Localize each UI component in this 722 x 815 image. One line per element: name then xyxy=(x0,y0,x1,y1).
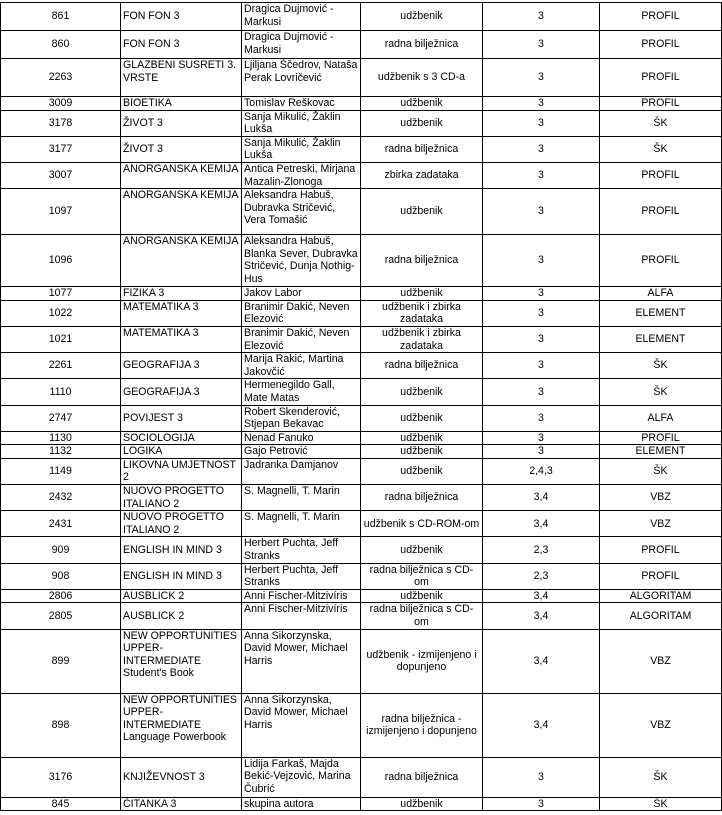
cell-code: 2432 xyxy=(1,485,121,511)
table-row xyxy=(1,458,722,484)
cell-title: ANORGANSKA KEMIJA xyxy=(121,189,242,235)
cell-code: 3177 xyxy=(1,136,121,162)
cell-authors: Tomislav Reškovac xyxy=(242,97,361,111)
table-row xyxy=(1,379,722,405)
table-row xyxy=(1,405,722,431)
cell-type: udžbenik xyxy=(361,445,483,459)
cell-type: udžbenik xyxy=(361,537,483,563)
cell-title: NEW OPPORTUNITIES UPPER-INTERMEDIATE Student's Book xyxy=(121,629,242,693)
cell-authors: Anni Fischer-Mitzivíris xyxy=(242,603,361,629)
cell-type: radna bilježnica xyxy=(361,235,483,287)
table-row xyxy=(1,326,722,352)
cell-grade: 3 xyxy=(483,379,600,405)
cell-type: udžbenik s 3 CD-a xyxy=(361,59,483,97)
cell-grade: 3,4 xyxy=(483,693,600,757)
table-row xyxy=(1,563,722,589)
cell-code: 1132 xyxy=(1,445,121,459)
table-row xyxy=(1,589,722,603)
cell-authors: Sanja Mikulić, Žaklin Lukša xyxy=(242,136,361,162)
table-row xyxy=(1,353,722,379)
cell-title: POVIJEST 3 xyxy=(121,405,242,431)
cell-authors: skupina autora xyxy=(242,797,361,811)
cell-authors: Anna Sikorzynska, David Mower, Michael Harris xyxy=(242,629,361,693)
cell-grade: 3,4 xyxy=(483,603,600,629)
cell-publisher: VBZ xyxy=(600,629,722,693)
cell-grade: 3,4 xyxy=(483,485,600,511)
cell-authors: Aleksandra Habuš, Blanka Sever, Dubravka Stričević, Dunja Nothig-Hus xyxy=(242,235,361,287)
table-row xyxy=(1,110,722,136)
cell-publisher: ŠK xyxy=(600,353,722,379)
cell-grade: 3 xyxy=(483,797,600,811)
cell-publisher: VBZ xyxy=(600,693,722,757)
cell-code: 2747 xyxy=(1,405,121,431)
table-row xyxy=(1,511,722,537)
cell-publisher: ŠK xyxy=(600,797,722,811)
cell-title: GEOGRAFIJA 3 xyxy=(121,353,242,379)
cell-code: 3007 xyxy=(1,162,121,188)
cell-publisher: PROFIL xyxy=(600,189,722,235)
cell-publisher: VBZ xyxy=(600,511,722,537)
cell-grade: 3 xyxy=(483,97,600,111)
cell-type: udžbenik xyxy=(361,405,483,431)
cell-type: udžbenik - izmijenjeno i dopunjeno xyxy=(361,629,483,693)
cell-publisher: ALFA xyxy=(600,405,722,431)
cell-grade: 2,3 xyxy=(483,563,600,589)
cell-grade: 3 xyxy=(483,162,600,188)
cell-publisher: PROFIL xyxy=(600,431,722,445)
cell-grade: 3 xyxy=(483,445,600,459)
table-row xyxy=(1,136,722,162)
table-row xyxy=(1,189,722,235)
cell-publisher: PROFIL xyxy=(600,59,722,97)
cell-grade: 3 xyxy=(483,431,600,445)
cell-publisher: ALGORITAM xyxy=(600,589,722,603)
cell-publisher: PROFIL xyxy=(600,537,722,563)
cell-authors: Jakov Labor xyxy=(242,287,361,301)
cell-code: 2806 xyxy=(1,589,121,603)
cell-authors: Anni Fischer-Mitzivíris xyxy=(242,589,361,603)
cell-publisher: PROFIL xyxy=(600,97,722,111)
cell-code: 1096 xyxy=(1,235,121,287)
cell-title: FON FON 3 xyxy=(121,3,242,31)
table-row xyxy=(1,431,722,445)
cell-grade: 3 xyxy=(483,300,600,326)
cell-publisher: ALFA xyxy=(600,287,722,301)
cell-type: radna bilježnica s CD-om xyxy=(361,603,483,629)
cell-authors: Dragica Dujmović - Markusi xyxy=(242,3,361,31)
table-row xyxy=(1,97,722,111)
cell-grade: 3 xyxy=(483,31,600,59)
cell-type: udžbenik i zbirka zadataka xyxy=(361,326,483,352)
cell-publisher: PROFIL xyxy=(600,563,722,589)
cell-grade: 3,4 xyxy=(483,629,600,693)
cell-code: 908 xyxy=(1,563,121,589)
cell-type: udžbenik xyxy=(361,3,483,31)
cell-grade: 3 xyxy=(483,110,600,136)
cell-type: radna bilježnica - izmijenjeno i dopunjeno xyxy=(361,693,483,757)
table-row xyxy=(1,629,722,693)
cell-grade: 3 xyxy=(483,405,600,431)
cell-title: NEW OPPORTUNITIES UPPER-INTERMEDIATE Language Powerbook xyxy=(121,693,242,757)
cell-title: NUOVO PROGETTO ITALIANO 2 xyxy=(121,485,242,511)
cell-type: radna bilježnica s CD-om xyxy=(361,563,483,589)
cell-publisher: ŠK xyxy=(600,110,722,136)
cell-publisher: ELEMENT xyxy=(600,300,722,326)
cell-title: ANORGANSKA KEMIJA xyxy=(121,235,242,287)
table-row xyxy=(1,287,722,301)
cell-authors: Hermenegildo Gall, Mate Matas xyxy=(242,379,361,405)
cell-title: AUSBLICK 2 xyxy=(121,603,242,629)
cell-authors: Antica Petreski, Mirjana Mazalin-Zlonoga xyxy=(242,162,361,188)
table-row xyxy=(1,797,722,811)
cell-title: LIKOVNA UMJETNOST 2 xyxy=(121,458,242,484)
cell-code: 1022 xyxy=(1,300,121,326)
table-row xyxy=(1,31,722,59)
cell-code: 1077 xyxy=(1,287,121,301)
table-row xyxy=(1,757,722,797)
cell-type: udžbenik xyxy=(361,431,483,445)
cell-type: udžbenik xyxy=(361,589,483,603)
textbook-table xyxy=(0,2,722,811)
table-row xyxy=(1,485,722,511)
cell-type: udžbenik s CD-ROM-om xyxy=(361,511,483,537)
cell-type: udžbenik xyxy=(361,458,483,484)
cell-type: radna bilježnica xyxy=(361,31,483,59)
cell-authors: Marija Rakić, Martina Jakovčić xyxy=(242,353,361,379)
cell-publisher: PROFIL xyxy=(600,162,722,188)
cell-code: 899 xyxy=(1,629,121,693)
cell-publisher: ŠK xyxy=(600,757,722,797)
cell-grade: 2,4,3 xyxy=(483,458,600,484)
cell-title: MATEMATIKA 3 xyxy=(121,300,242,326)
cell-publisher: VBZ xyxy=(600,485,722,511)
cell-title: ANORGANSKA KEMIJA xyxy=(121,162,242,188)
cell-authors: Jadranka Damjanov xyxy=(242,458,361,484)
cell-title: KNJIŽEVNOST 3 xyxy=(121,757,242,797)
cell-type: udžbenik xyxy=(361,189,483,235)
cell-title: BIOETIKA xyxy=(121,97,242,111)
cell-title: FIZIKA 3 xyxy=(121,287,242,301)
cell-publisher: ELEMENT xyxy=(600,445,722,459)
table-row xyxy=(1,300,722,326)
cell-type: udžbenik xyxy=(361,97,483,111)
table-row xyxy=(1,59,722,97)
cell-code: 1110 xyxy=(1,379,121,405)
cell-title: ŽIVOT 3 xyxy=(121,136,242,162)
table-row xyxy=(1,445,722,459)
cell-title: FON FON 3 xyxy=(121,31,242,59)
cell-code: 3009 xyxy=(1,97,121,111)
cell-authors: Anna Sikorzynska, David Mower, Michael Harris xyxy=(242,693,361,757)
cell-code: 845 xyxy=(1,797,121,811)
cell-title: MATEMATIKA 3 xyxy=(121,326,242,352)
cell-type: zbirka zadataka xyxy=(361,162,483,188)
cell-grade: 3 xyxy=(483,189,600,235)
cell-authors: Nenad Fanuko xyxy=(242,431,361,445)
cell-type: udžbenik xyxy=(361,379,483,405)
cell-title: ENGLISH IN MIND 3 xyxy=(121,563,242,589)
cell-grade: 3 xyxy=(483,757,600,797)
cell-title: GLAZBENI SUSRETI 3. VRSTE xyxy=(121,59,242,97)
cell-grade: 3 xyxy=(483,59,600,97)
cell-grade: 3 xyxy=(483,287,600,301)
table-row xyxy=(1,603,722,629)
cell-code: 860 xyxy=(1,31,121,59)
cell-type: radna bilježnica xyxy=(361,485,483,511)
cell-authors: Dragica Dujmović - Markusi xyxy=(242,31,361,59)
cell-code: 2805 xyxy=(1,603,121,629)
cell-code: 2263 xyxy=(1,59,121,97)
cell-title: LOGIKA xyxy=(121,445,242,459)
cell-code: 909 xyxy=(1,537,121,563)
cell-title: SOCIOLOGIJA xyxy=(121,431,242,445)
cell-code: 1130 xyxy=(1,431,121,445)
cell-publisher: PROFIL xyxy=(600,235,722,287)
cell-authors: Branimir Dakić, Neven Elezović xyxy=(242,326,361,352)
cell-authors: Gajo Petrović xyxy=(242,445,361,459)
cell-grade: 3 xyxy=(483,353,600,379)
cell-type: udžbenik xyxy=(361,287,483,301)
table-row xyxy=(1,537,722,563)
cell-title: ENGLISH IN MIND 3 xyxy=(121,537,242,563)
cell-title: AUSBLICK 2 xyxy=(121,589,242,603)
cell-code: 2261 xyxy=(1,353,121,379)
cell-publisher: ALGORITAM xyxy=(600,603,722,629)
cell-title: ŽIVOT 3 xyxy=(121,110,242,136)
cell-authors: Herbert Puchta, Jeff Stranks xyxy=(242,563,361,589)
table-row xyxy=(1,3,722,31)
cell-title: NUOVO PROGETTO ITALIANO 2 xyxy=(121,511,242,537)
cell-authors: Branimir Dakić, Neven Elezović xyxy=(242,300,361,326)
table-row xyxy=(1,235,722,287)
cell-code: 1097 xyxy=(1,189,121,235)
cell-grade: 3 xyxy=(483,136,600,162)
cell-publisher: ŠK xyxy=(600,458,722,484)
cell-authors: Herbert Puchta, Jeff Stranks xyxy=(242,537,361,563)
cell-type: udžbenik xyxy=(361,797,483,811)
cell-code: 2431 xyxy=(1,511,121,537)
cell-title: ČITANKA 3 xyxy=(121,797,242,811)
table-row xyxy=(1,162,722,188)
cell-code: 1021 xyxy=(1,326,121,352)
cell-publisher: ŠK xyxy=(600,379,722,405)
cell-type: radna bilježnica xyxy=(361,757,483,797)
cell-code: 861 xyxy=(1,3,121,31)
cell-code: 3178 xyxy=(1,110,121,136)
cell-code: 898 xyxy=(1,693,121,757)
cell-code: 1149 xyxy=(1,458,121,484)
cell-code: 3176 xyxy=(1,757,121,797)
cell-grade: 3 xyxy=(483,326,600,352)
cell-grade: 3,4 xyxy=(483,589,600,603)
cell-publisher: PROFIL xyxy=(600,3,722,31)
cell-authors: S. Magnelli, T. Marin xyxy=(242,485,361,511)
cell-type: radna bilježnica xyxy=(361,136,483,162)
cell-authors: Lidija Farkaš, Majda Bekić-Vejzović, Marina Čubrić xyxy=(242,757,361,797)
cell-type: radna bilježnica xyxy=(361,353,483,379)
textbook-table-body xyxy=(1,3,722,811)
cell-authors: S. Magnelli, T. Marin xyxy=(242,511,361,537)
cell-grade: 3 xyxy=(483,235,600,287)
cell-grade: 3 xyxy=(483,3,600,31)
cell-publisher: PROFIL xyxy=(600,31,722,59)
cell-authors: Aleksandra Habuš, Dubravka Stričević, Vera Tomašić xyxy=(242,189,361,235)
table-row xyxy=(1,693,722,757)
cell-grade: 3,4 xyxy=(483,511,600,537)
cell-publisher: ELEMENT xyxy=(600,326,722,352)
cell-type: udžbenik i zbirka zadataka xyxy=(361,300,483,326)
cell-authors: Robert Skenderović, Stjepan Bekavac xyxy=(242,405,361,431)
cell-title: GEOGRAFIJA 3 xyxy=(121,379,242,405)
cell-authors: Ljiljana Ščedrov, Nataša Perak Lovričević xyxy=(242,59,361,97)
cell-grade: 2,3 xyxy=(483,537,600,563)
cell-publisher: ŠK xyxy=(600,136,722,162)
cell-authors: Sanja Mikulić, Žaklin Lukša xyxy=(242,110,361,136)
cell-type: udžbenik xyxy=(361,110,483,136)
